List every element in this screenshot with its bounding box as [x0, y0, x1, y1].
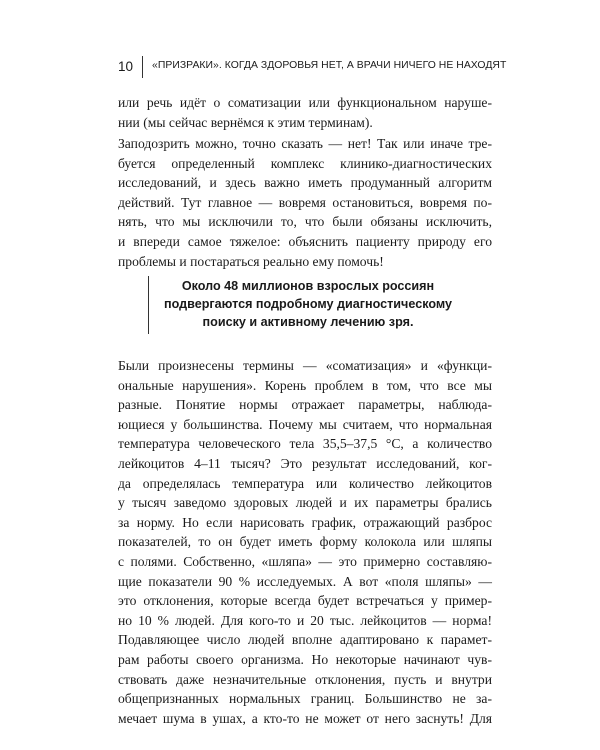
pull-quote-line: поиску и активному лечению зря.	[202, 315, 414, 330]
paragraph-3	[118, 356, 492, 728]
text-line: температура человеческого тела 35,5–37,5 °C, а количество	[118, 436, 492, 452]
page-number: 10	[118, 59, 134, 74]
text-line: с полями. Собственно, «шляпа» — это примерно составляю-	[118, 553, 492, 569]
text-line: проблемы и постараться реально ему помочь!	[118, 253, 384, 269]
text-line: исследований, и здесь важно иметь продуманный алгоритм	[118, 175, 492, 191]
paragraph-2	[118, 134, 492, 271]
pull-quote-bar	[148, 276, 149, 334]
text-line: нии (мы сейчас вернёмся к этим терминам).	[118, 114, 373, 130]
running-title: «ПРИЗРАКИ». КОГДА ЗДОРОВЬЯ НЕТ, А ВРАЧИ НИЧЕГО НЕ НАХОДЯТ	[152, 60, 507, 71]
text-line: Были произнесены термины — «соматизация» и «функци-	[118, 358, 492, 373]
text-line: но 10 % людей. Для кого-то и 20 тыс. лейкоцитов — норма!	[118, 612, 492, 628]
text-line: и впереди самое тяжелое: объяснить пациенту природу его	[118, 233, 492, 249]
text-line: Подавляющее число людей вполне адаптировано к парамет-	[118, 632, 492, 648]
text-line: рам работы своего организма. Но некоторые начинают чув-	[118, 651, 492, 667]
text-line: за норму. Но если нарисовать график, отражающий разброс	[118, 514, 492, 530]
header-divider	[142, 56, 143, 78]
text-line: ствовать даже незначительные отклонения, пусть и внутри	[118, 671, 492, 687]
text-line: нять, что мы исключили то, что были обязаны исключить,	[118, 214, 492, 230]
text-line: лейкоцитов 4–11 тысяч? Это результат исследований, ког-	[118, 455, 492, 471]
paragraph-1	[118, 93, 492, 132]
text-line: разные. Понятие нормы отражает параметры, наблюда-	[118, 397, 492, 413]
text-line: или речь идёт о соматизации или функциональном наруше-	[118, 95, 492, 110]
pull-quote	[148, 276, 464, 334]
pull-quote-text	[152, 277, 464, 332]
text-line: мечает шума в ушах, а кто-то не может от него заснуть! Для	[118, 710, 492, 726]
text-line: ющиеся у большинства. Почему мы считаем, что нормальная	[118, 416, 492, 432]
text-line: ональные нарушения». Корень проблем в том, что все мы	[118, 377, 492, 393]
text-line: общепризнанных нормальных границ. Большинство не за-	[118, 691, 492, 707]
text-line: действий. Тут главное — вовремя остановиться, вовремя по-	[118, 194, 492, 210]
text-line: показателей, то он будет иметь форму колокола или шляпы	[118, 534, 492, 550]
pull-quote-line: подвергаются подробному диагностическому	[163, 297, 453, 312]
pull-quote-line: Около 48 миллионов взрослых россиян	[181, 279, 435, 293]
text-line: у тысяч заведомо здоровых людей и их параметры брались	[118, 495, 492, 511]
text-line: буется определенный комплекс клинико-диагностических	[118, 155, 492, 171]
text-line: это отклонения, которые всегда будет встречаться у пример-	[118, 593, 492, 609]
text-line: да определялась температура или количество лейкоцитов	[118, 475, 492, 491]
text-line: щие показатели 90 % исследуемых. А вот «поля шляпы» —	[118, 573, 492, 589]
text-line: Заподозрить можно, точно сказать — нет! Так или иначе тре-	[118, 136, 492, 151]
